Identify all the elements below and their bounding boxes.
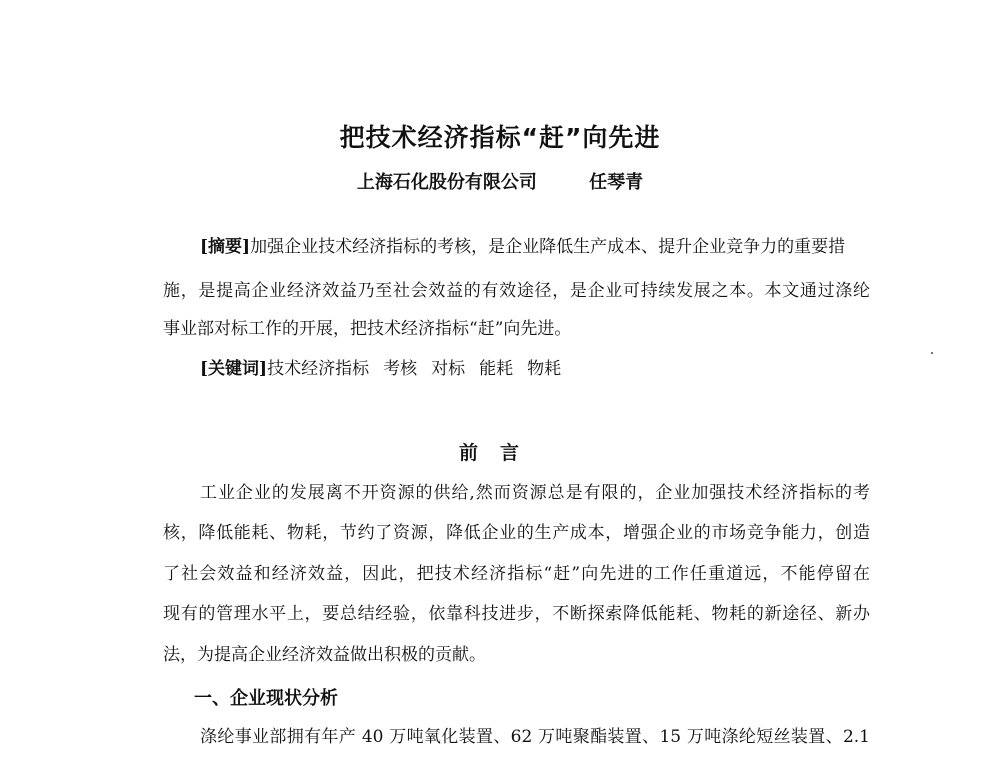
preface-line-5: 法，为提高企业经济效益做出积极的贡献。 bbox=[163, 645, 486, 665]
preface-heading: 前言 bbox=[458, 442, 541, 464]
keyword: 考核 bbox=[383, 359, 418, 379]
scan-speck bbox=[931, 352, 933, 354]
paper-title: 把技术经济指标“赶”向先进 bbox=[339, 123, 661, 152]
author-name: 任琴青 bbox=[589, 172, 644, 193]
keywords-label: [关键词] bbox=[200, 359, 268, 379]
abstract-line-3: 事业部对标工作的开展，把技术经济指标“赶”向先进。 bbox=[163, 319, 572, 339]
section-heading: 一、企业现状分析 bbox=[194, 688, 338, 709]
abstract-line-2: 施，是提高企业经济效益乃至社会效益的有效途径，是企业可持续发展之本。本文通过涤纶 bbox=[163, 281, 870, 301]
keyword: 物耗 bbox=[527, 359, 562, 379]
keyword: 能耗 bbox=[479, 359, 514, 379]
author-organization: 上海石化股份有限公司 bbox=[356, 172, 537, 193]
preface-line-1: 工业企业的发展离不开资源的供给,然而资源总是有限的，企业加强技术经济指标的考 bbox=[200, 483, 870, 503]
section-line-1: 涤纶事业部拥有年产 40 万吨氧化装置、62 万吨聚酯装置、15 万吨涤纶短丝装置、2.1 bbox=[200, 727, 870, 747]
keywords-line bbox=[200, 358, 561, 380]
abstract-text-1: 加强企业技术经济指标的考核，是企业降低生产成本、提升企业竞争力的重要措 bbox=[250, 237, 846, 257]
keyword: 对标 bbox=[431, 359, 466, 379]
abstract-label: [摘要] bbox=[200, 237, 251, 257]
preface-line-2: 核，降低能耗、物耗，节约了资源，降低企业的生产成本，增强企业的市场竞争能力，创造 bbox=[163, 523, 870, 543]
preface-line-3: 了社会效益和经济效益，因此，把技术经济指标“赶”向先进的工作任重道远，不能停留在 bbox=[163, 564, 870, 584]
preface-line-4: 现有的管理水平上，要总结经验，依靠科技进步，不断探索降低能耗、物耗的新途径、新办 bbox=[163, 604, 870, 624]
abstract-line-1 bbox=[200, 236, 845, 258]
byline bbox=[0, 168, 1000, 194]
keyword: 技术经济指标 bbox=[267, 359, 370, 379]
